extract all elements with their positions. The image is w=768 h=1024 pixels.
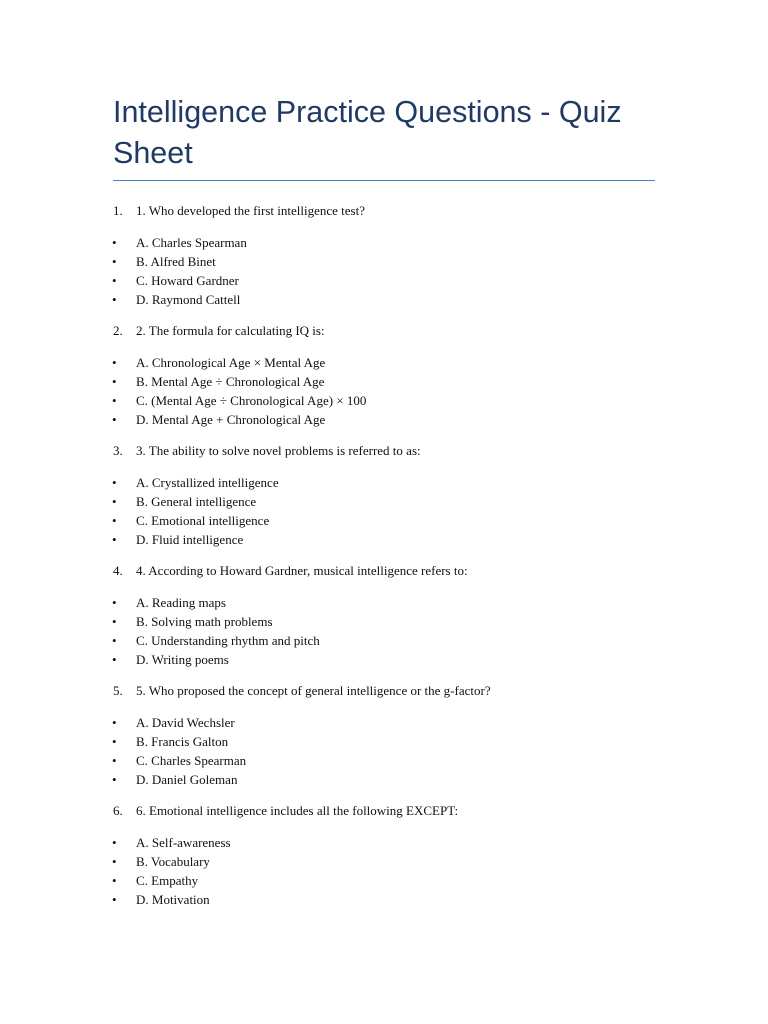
question-number: 3. bbox=[113, 443, 123, 458]
question-line bbox=[0, 321, 768, 340]
answer-option bbox=[0, 751, 768, 770]
option-text: D. Fluid intelligence bbox=[136, 532, 244, 547]
bullet-icon: • bbox=[112, 393, 117, 408]
option-list bbox=[0, 713, 768, 789]
bullet-icon: • bbox=[112, 235, 117, 250]
answer-option bbox=[0, 391, 768, 410]
question-text: 4. According to Howard Gardner, musical intelligence refers to: bbox=[136, 563, 468, 578]
bullet-icon: • bbox=[112, 292, 117, 307]
bullet-icon: • bbox=[112, 652, 117, 667]
page-title: Intelligence Practice Questions - Quiz Sheet bbox=[113, 95, 622, 170]
question-item bbox=[0, 801, 768, 909]
answer-option bbox=[0, 852, 768, 871]
question-line bbox=[0, 801, 768, 820]
option-text: C. Charles Spearman bbox=[136, 753, 247, 768]
bullet-icon: • bbox=[112, 734, 117, 749]
answer-option bbox=[0, 631, 768, 650]
answer-option bbox=[0, 372, 768, 391]
question-line bbox=[0, 561, 768, 580]
option-text: B. General intelligence bbox=[136, 494, 257, 509]
option-text: B. Solving math problems bbox=[136, 614, 273, 629]
bullet-icon: • bbox=[112, 513, 117, 528]
answer-option bbox=[0, 593, 768, 612]
answer-option bbox=[0, 252, 768, 271]
answer-option bbox=[0, 473, 768, 492]
question-line bbox=[0, 681, 768, 700]
option-list bbox=[0, 833, 768, 909]
question-number: 4. bbox=[113, 563, 123, 578]
title-divider bbox=[113, 180, 655, 181]
option-text: C. Empathy bbox=[136, 873, 199, 888]
question-text: 5. Who proposed the concept of general intelligence or the g-factor? bbox=[136, 683, 491, 698]
bullet-icon: • bbox=[112, 494, 117, 509]
question-number: 6. bbox=[113, 803, 123, 818]
question-item bbox=[0, 441, 768, 549]
bullet-icon: • bbox=[112, 374, 117, 389]
question-list bbox=[0, 201, 768, 921]
option-list bbox=[0, 593, 768, 669]
question-item bbox=[0, 681, 768, 789]
option-text: C. Emotional intelligence bbox=[136, 513, 270, 528]
answer-option bbox=[0, 833, 768, 852]
answer-option bbox=[0, 713, 768, 732]
bullet-icon: • bbox=[112, 892, 117, 907]
option-text: D. Daniel Goleman bbox=[136, 772, 238, 787]
bullet-icon: • bbox=[112, 614, 117, 629]
option-text: D. Writing poems bbox=[136, 652, 229, 667]
option-text: D. Raymond Cattell bbox=[136, 292, 241, 307]
bullet-icon: • bbox=[112, 715, 117, 730]
option-text: A. Chronological Age × Mental Age bbox=[136, 355, 326, 370]
answer-option bbox=[0, 271, 768, 290]
bullet-icon: • bbox=[112, 835, 117, 850]
answer-option bbox=[0, 290, 768, 309]
answer-option bbox=[0, 612, 768, 631]
answer-option bbox=[0, 233, 768, 252]
question-number: 5. bbox=[113, 683, 123, 698]
option-list bbox=[0, 353, 768, 429]
option-text: B. Alfred Binet bbox=[136, 254, 216, 269]
bullet-icon: • bbox=[112, 854, 117, 869]
bullet-icon: • bbox=[112, 873, 117, 888]
bullet-icon: • bbox=[112, 595, 117, 610]
answer-option bbox=[0, 890, 768, 909]
question-line bbox=[0, 441, 768, 460]
bullet-icon: • bbox=[112, 633, 117, 648]
answer-option bbox=[0, 650, 768, 669]
answer-option bbox=[0, 410, 768, 429]
option-text: C. Howard Gardner bbox=[136, 273, 239, 288]
question-line bbox=[0, 201, 768, 220]
bullet-icon: • bbox=[112, 254, 117, 269]
question-text: 3. The ability to solve novel problems is referred to as: bbox=[136, 443, 421, 458]
answer-option bbox=[0, 511, 768, 530]
question-text: 2. The formula for calculating IQ is: bbox=[136, 323, 325, 338]
answer-option bbox=[0, 871, 768, 890]
option-text: A. Self-awareness bbox=[136, 835, 231, 850]
option-text: B. Mental Age ÷ Chronological Age bbox=[136, 374, 325, 389]
question-number: 2. bbox=[113, 323, 123, 338]
question-item bbox=[0, 561, 768, 669]
option-text: A. Charles Spearman bbox=[136, 235, 247, 250]
answer-option bbox=[0, 530, 768, 549]
option-text: B. Francis Galton bbox=[136, 734, 229, 749]
option-text: A. Crystallized intelligence bbox=[136, 475, 279, 490]
option-list bbox=[0, 473, 768, 549]
option-text: D. Motivation bbox=[136, 892, 210, 907]
answer-option bbox=[0, 492, 768, 511]
option-text: C. (Mental Age ÷ Chronological Age) × 100 bbox=[136, 393, 367, 408]
question-item bbox=[0, 201, 768, 309]
option-text: C. Understanding rhythm and pitch bbox=[136, 633, 320, 648]
option-text: A. David Wechsler bbox=[136, 715, 235, 730]
option-list bbox=[0, 233, 768, 309]
bullet-icon: • bbox=[112, 273, 117, 288]
option-text: D. Mental Age + Chronological Age bbox=[136, 412, 326, 427]
question-number: 1. bbox=[113, 203, 123, 218]
bullet-icon: • bbox=[112, 772, 117, 787]
question-text: 1. Who developed the first intelligence test? bbox=[136, 203, 365, 218]
bullet-icon: • bbox=[112, 355, 117, 370]
bullet-icon: • bbox=[112, 532, 117, 547]
answer-option bbox=[0, 353, 768, 372]
option-text: B. Vocabulary bbox=[136, 854, 210, 869]
question-item bbox=[0, 321, 768, 429]
answer-option bbox=[0, 770, 768, 789]
bullet-icon: • bbox=[112, 412, 117, 427]
option-text: A. Reading maps bbox=[136, 595, 226, 610]
question-text: 6. Emotional intelligence includes all the following EXCEPT: bbox=[136, 803, 459, 818]
answer-option bbox=[0, 732, 768, 751]
bullet-icon: • bbox=[112, 753, 117, 768]
bullet-icon: • bbox=[112, 475, 117, 490]
